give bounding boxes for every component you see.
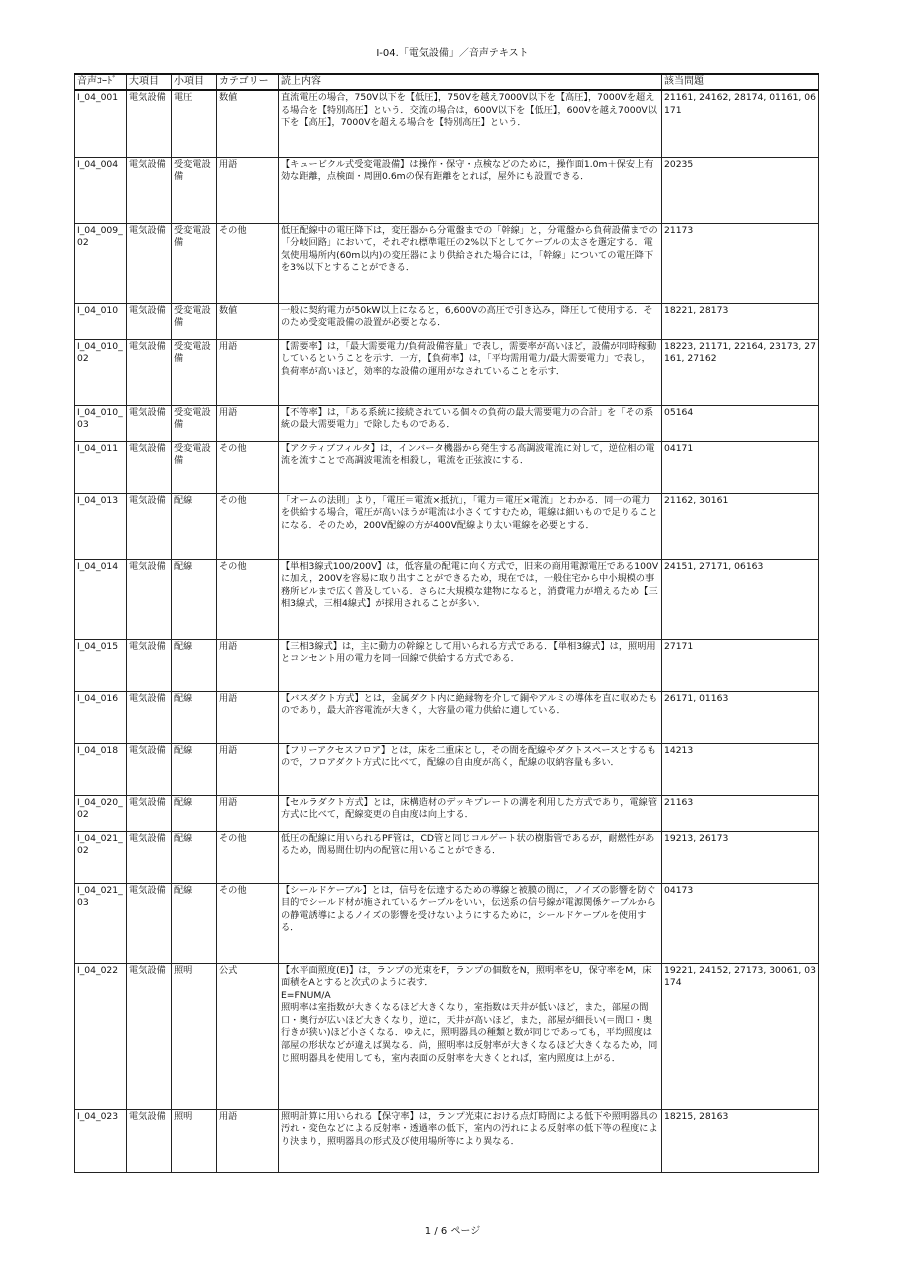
cell-minor: 電圧 [172, 90, 217, 157]
cell-minor: 配線 [172, 831, 217, 883]
table-row [75, 303, 819, 339]
table-row [75, 963, 819, 1109]
cell-major: 電気設備 [127, 339, 172, 405]
header-major: 大項目 [127, 74, 172, 90]
cell-code: I_04_022 [75, 963, 127, 1109]
cell-code: I_04_010_03 [75, 405, 127, 441]
cell-minor: 受変電設備 [172, 405, 217, 441]
table-row [75, 743, 819, 795]
cell-category: 用語 [217, 339, 279, 405]
cell-major: 電気設備 [127, 743, 172, 795]
cell-questions: 04171 [662, 441, 819, 493]
cell-category: 用語 [217, 639, 279, 691]
cell-minor: 受変電設備 [172, 441, 217, 493]
cell-code: I_04_004 [75, 157, 127, 223]
cell-major: 電気設備 [127, 559, 172, 639]
cell-category: 数値 [217, 90, 279, 157]
cell-minor: 配線 [172, 559, 217, 639]
cell-category: 用語 [217, 1109, 279, 1172]
cell-minor: 照明 [172, 963, 217, 1109]
cell-content: 【需要率】は，「最大需要電力/負荷設備容量」で表し，需要率が高いほど，設備が同時稼動しているということを示す．一方，【負荷率】は，「平均需用電力/最大需要電力」で表し，負荷率が高いほど，効率的な設備の運用がなされていることを示す． [279, 339, 662, 405]
cell-minor: 配線 [172, 639, 217, 691]
header-row [75, 74, 819, 90]
cell-questions: 21173 [662, 223, 819, 303]
cell-questions: 21161, 24162, 28174, 01161, 06171 [662, 90, 819, 157]
header-content: 読上内容 [279, 74, 662, 90]
cell-major: 電気設備 [127, 691, 172, 743]
cell-code: I_04_016 [75, 691, 127, 743]
cell-category: 用語 [217, 795, 279, 831]
table-row [75, 883, 819, 963]
table-row [75, 339, 819, 405]
table-row [75, 405, 819, 441]
cell-minor: 受変電設備 [172, 223, 217, 303]
cell-code: I_04_009_02 [75, 223, 127, 303]
cell-minor: 受変電設備 [172, 339, 217, 405]
table-row [75, 691, 819, 743]
cell-code: I_04_001 [75, 90, 127, 157]
cell-major: 電気設備 [127, 303, 172, 339]
cell-questions: 19213, 26173 [662, 831, 819, 883]
cell-questions: 27171 [662, 639, 819, 691]
cell-category: その他 [217, 493, 279, 559]
cell-content: 「オームの法則」より，「電圧＝電流×抵抗」，「電力＝電圧×電流」とわかる．同一の電力を供給する場合，電圧が高いほうが電流は小さくてすむため，電線は細いもので足りることになる．そのため，200V配線の方が400V配線より太い電線を必要とする． [279, 493, 662, 559]
cell-minor: 配線 [172, 743, 217, 795]
cell-content: 照明計算に用いられる【保守率】は，ランプ光束における点灯時間による低下や照明器具の汚れ・変色などによる反射率・透過率の低下，室内の汚れによる反射率の低下等の程度により決まり，照明器具の形式及び使用場所等により異なる． [279, 1109, 662, 1172]
cell-questions: 26171, 01163 [662, 691, 819, 743]
header-code: 音声ｺｰﾄﾞ [75, 74, 127, 90]
cell-category: 数値 [217, 303, 279, 339]
cell-content: 【セルラダクト方式】とは，床構造材のデッキプレートの溝を利用した方式であり，電線管方式に比べて，配線変更の自由度は向上する． [279, 795, 662, 831]
header-questions: 該当問題 [662, 74, 819, 90]
cell-questions: 18223, 21171, 22164, 23173, 27161, 27162 [662, 339, 819, 405]
cell-major: 電気設備 [127, 639, 172, 691]
page-number: 1 / 6 ページ [424, 1226, 481, 1237]
cell-code: I_04_018 [75, 743, 127, 795]
cell-category: その他 [217, 223, 279, 303]
table-row [75, 831, 819, 883]
cell-code: I_04_020_02 [75, 795, 127, 831]
cell-code: I_04_011 [75, 441, 127, 493]
cell-minor: 照明 [172, 1109, 217, 1172]
cell-questions: 05164 [662, 405, 819, 441]
cell-category: 用語 [217, 405, 279, 441]
voice-text-table [74, 73, 819, 1173]
cell-minor: 配線 [172, 493, 217, 559]
cell-major: 電気設備 [127, 223, 172, 303]
cell-minor: 配線 [172, 883, 217, 963]
cell-major: 電気設備 [127, 405, 172, 441]
cell-code: I_04_023 [75, 1109, 127, 1172]
cell-minor: 配線 [172, 795, 217, 831]
cell-questions: 19221, 24152, 27173, 30061, 03174 [662, 963, 819, 1109]
cell-content: 直流電圧の場合，750V以下を【低圧】，750Vを越え7000V以下を【高圧】，7000Vを超える場合を【特別高圧】という．交流の場合は，600V以下を【低圧】，600Vを越え7000V以下を【高圧】，7000Vを超える場合を【特別高圧】という． [279, 90, 662, 157]
cell-content: 【単相3線式100/200V】は，低容量の配電に向く方式で，旧来の商用電源電圧である100Vに加え，200Vを容易に取り出すことができるため，現在では，一般住宅から中小規模の事務所ビルまで広く普及している．さらに大規模な建物になると，消費電力が増えるため【三相3線式，三相4線式】が採用されることが多い． [279, 559, 662, 639]
cell-code: I_04_021_03 [75, 883, 127, 963]
cell-content: 【三相3線式】は，主に動力の幹線として用いられる方式である．【単相3線式】は，照明用とコンセント用の電力を同一回線で供給する方式である． [279, 639, 662, 691]
cell-code: I_04_021_02 [75, 831, 127, 883]
cell-category: その他 [217, 441, 279, 493]
cell-questions: 24151, 27171, 06163 [662, 559, 819, 639]
cell-content: 【シールドケーブル】とは，信号を伝達するための導線と被膜の間に，ノイズの影響を防ぐ目的でシールド材が施されているケーブルをいい，伝送系の信号線が電源関係ケーブルからの静電誘導によるノイズの影響を受けないようにするために，シールドケーブルを使用する． [279, 883, 662, 963]
page-title: I-04.「電気設備」／音声テキスト [376, 48, 529, 59]
cell-category: 用語 [217, 691, 279, 743]
cell-major: 電気設備 [127, 1109, 172, 1172]
cell-minor: 受変電設備 [172, 157, 217, 223]
cell-content: 【アクティブフィルタ】は，インバータ機器から発生する高調波電流に対して，逆位相の電流を流すことで高調波電流を相殺し，電流を正弦波にする． [279, 441, 662, 493]
cell-major: 電気設備 [127, 493, 172, 559]
cell-category: その他 [217, 883, 279, 963]
cell-questions: 18221, 28173 [662, 303, 819, 339]
table-row [75, 157, 819, 223]
table-row [75, 1109, 819, 1172]
table-row [75, 441, 819, 493]
cell-questions: 14213 [662, 743, 819, 795]
cell-content: 低圧配線中の電圧降下は，変圧器から分電盤までの「幹線」と，分電盤から負荷設備までの「分岐回路」において，それぞれ標準電圧の2%以下としてケーブルの太さを選定する．電気使用場所内(60m以内)の変圧器により供給された場合には，「幹線」についての電圧降下を3%以下とすることができる． [279, 223, 662, 303]
cell-major: 電気設備 [127, 441, 172, 493]
cell-content: 【フリーアクセスフロア】とは，床を二重床とし，その間を配線やダクトスペースとするもので，フロアダクト方式に比べて，配線の自由度が高く，配線の収納容量も多い． [279, 743, 662, 795]
cell-content: 【不等率】は，「ある系統に接続されている個々の負荷の最大需要電力の合計」を「その系統の最大需要電力」で除したものである． [279, 405, 662, 441]
cell-category: 公式 [217, 963, 279, 1109]
cell-code: I_04_015 [75, 639, 127, 691]
cell-category: 用語 [217, 157, 279, 223]
cell-questions: 04173 [662, 883, 819, 963]
cell-code: I_04_014 [75, 559, 127, 639]
cell-questions: 20235 [662, 157, 819, 223]
cell-minor: 配線 [172, 691, 217, 743]
cell-category: その他 [217, 559, 279, 639]
cell-content: 【バスダクト方式】とは，金属ダクト内に絶縁物を介して銅やアルミの導体を直に収めたものであり，最大許容電流が大きく，大容量の電力供給に適している． [279, 691, 662, 743]
cell-content: 一般に契約電力が50kW以上になると，6,600Vの高圧で引き込み，降圧して使用する．そのため受変電設備の設置が必要となる． [279, 303, 662, 339]
cell-questions: 18215, 28163 [662, 1109, 819, 1172]
cell-content: 低圧の配線に用いられるPF管は，CD管と同じコルゲート状の樹脂管であるが，耐燃性があるため，間易間仕切内の配管に用いることができる． [279, 831, 662, 883]
cell-major: 電気設備 [127, 963, 172, 1109]
cell-major: 電気設備 [127, 883, 172, 963]
cell-major: 電気設備 [127, 831, 172, 883]
table-row [75, 90, 819, 157]
cell-code: I_04_013 [75, 493, 127, 559]
table-row [75, 795, 819, 831]
cell-content: 【水平面照度(E)】は，ランプの光束をF，ランプの個数をN，照明率をU，保守率をM，床面積をAとすると次式のように表す． E=FNUM/A 照明率は室指数が大きくなるほど大きくなり，室指数は天井が低いほど，また，部屋の間口・奥行が広いほど大きくなり，逆に，天井が高いほど，また，部屋が細長い(＝間口・奥行きが狭い)ほど小さくなる．ゆえに，照明器具の種類と数が同じであっても，平均照度は部屋の形状などが違えば異なる．尚，照明率は反射率が大きくなるほど大きくなるため，同じ照明器具を使用しても，室内表面の反射率を大きくとれば，室内照度は上がる． [279, 963, 662, 1109]
cell-major: 電気設備 [127, 795, 172, 831]
table-row [75, 559, 819, 639]
cell-major: 電気設備 [127, 90, 172, 157]
table-row [75, 223, 819, 303]
header-minor: 小項目 [172, 74, 217, 90]
cell-category: その他 [217, 831, 279, 883]
cell-code: I_04_010_02 [75, 339, 127, 405]
cell-category: 用語 [217, 743, 279, 795]
cell-questions: 21162, 30161 [662, 493, 819, 559]
cell-questions: 21163 [662, 795, 819, 831]
table-row [75, 639, 819, 691]
cell-content: 【キュービクル式受変電設備】は操作・保守・点検などのために，操作面1.0m＋保安上有効な距離，点検面・周囲0.6mの保有距離をとれば，屋外にも設置できる． [279, 157, 662, 223]
table-row [75, 493, 819, 559]
header-category: カテゴリー [217, 74, 279, 90]
cell-code: I_04_010 [75, 303, 127, 339]
cell-minor: 受変電設備 [172, 303, 217, 339]
cell-major: 電気設備 [127, 157, 172, 223]
